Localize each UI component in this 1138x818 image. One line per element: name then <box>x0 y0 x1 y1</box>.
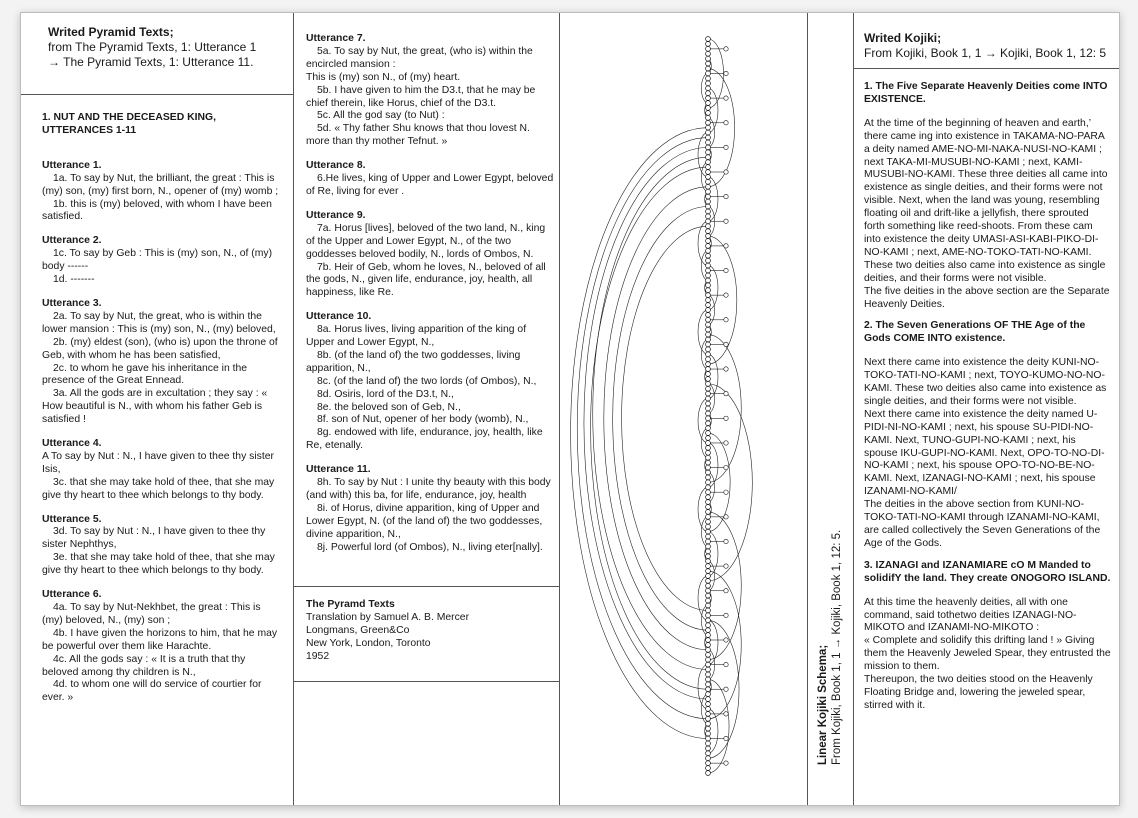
schema-node <box>706 608 711 613</box>
kojiki-header <box>854 13 1119 69</box>
schema-node <box>706 652 711 657</box>
utterance-heading: Utterance 6. <box>42 589 102 601</box>
verse: 4c. All the gods say : « It is a truth that thy beloved among thy children is N., <box>42 653 246 678</box>
schema-node <box>706 574 711 579</box>
schema-node <box>724 712 728 716</box>
schema-node <box>724 613 728 617</box>
schema-node <box>724 318 728 322</box>
schema-node <box>706 229 711 234</box>
pyramid-texts-subtitle-2: → The Pyramid Texts, 1: Utterance 11. <box>48 55 254 69</box>
schema-node <box>706 155 711 160</box>
verse: 4a. To say by Nut-Nekhbet, the great : This is (my) beloved, N., (my) son ; <box>42 602 261 626</box>
schema-node <box>706 495 711 500</box>
schema-node <box>706 766 711 771</box>
schema-node <box>724 441 728 445</box>
schema-node <box>706 519 711 524</box>
reference-place: New York, London, Toronto <box>306 637 431 649</box>
schema-arc <box>577 138 708 719</box>
verse: 8d. Osiris, lord of the D3.t, N., <box>317 388 454 400</box>
schema-node <box>706 81 711 86</box>
paragraph: The five deities in the above section are the Separate Heavenly Deities. <box>864 285 1110 310</box>
section-heading: 2. The Seven Generations OF THE Age of the Gods COME INTO existence. <box>864 320 1086 345</box>
schema-node <box>706 549 711 554</box>
schema-node <box>706 189 711 194</box>
kojiki-subtitle: From Kojiki, Book 1, 1 → Kojiki, Book 1, 12: 5 <box>864 46 1107 60</box>
schema-node <box>706 524 711 529</box>
verse: 3d. To say by Nut : N., I have given to thee thy sister Nephthys, <box>42 526 266 551</box>
schema-node <box>706 170 711 175</box>
schema-node <box>706 243 711 248</box>
schema-node <box>706 578 711 583</box>
schema-node <box>706 603 711 608</box>
kojiki-column <box>854 13 1119 805</box>
schema-node <box>706 199 711 204</box>
verse: 8j. Powerful lord (of Ombos), N., living eter[nally]. <box>317 541 543 553</box>
schema-node <box>706 687 711 692</box>
schema-node <box>706 120 711 125</box>
paragraph: The deities in the above section from KUNI-NO-TOKO-TATI-NO-KAMI through IZANAMI-NO-KAMI, are called collectively the Seven Generations of the Age of the Gods. <box>864 499 1101 549</box>
schema-node <box>724 170 728 174</box>
schema-node <box>706 480 711 485</box>
schema-node <box>706 293 711 298</box>
verse: 8h. To say by Nut : I unite thy beauty with this body (and with) this ba, for life, endurance, joy, health <box>306 477 551 501</box>
schema-node <box>706 214 711 219</box>
schema-node <box>724 391 728 395</box>
schema-node <box>706 470 711 475</box>
schema-node <box>706 106 711 111</box>
schema-arc <box>708 679 729 773</box>
schema-node <box>706 101 711 106</box>
schema-node <box>706 145 711 150</box>
schema-node <box>724 490 728 494</box>
schema-node <box>706 638 711 643</box>
schema-node <box>706 381 711 386</box>
schema-node <box>706 485 711 490</box>
schema-node <box>706 490 711 495</box>
schema-node <box>724 71 728 75</box>
schema-node <box>706 268 711 273</box>
schema-node <box>724 244 728 248</box>
linear-kojiki-arc-diagram <box>560 13 808 805</box>
section-heading: 1. NUT AND THE DECEASED KING, UTTERANCES 1-11 <box>42 112 216 136</box>
schema-node <box>706 224 711 229</box>
verse: 8e. the beloved son of Geb, N., <box>317 401 461 413</box>
schema-node <box>706 613 711 618</box>
schema-node <box>724 539 728 543</box>
schema-node <box>706 248 711 253</box>
schema-node <box>706 288 711 293</box>
schema-node <box>706 357 711 362</box>
schema-node <box>706 175 711 180</box>
utterance-heading: Utterance 7. <box>306 33 366 44</box>
schema-arc <box>708 69 735 187</box>
verse: 6.He lives, king of Upper and Lower Egypt, beloved of Re, living for ever . <box>306 173 554 197</box>
schema-node <box>724 367 728 371</box>
schema-node <box>706 667 711 672</box>
schema-node <box>706 125 711 130</box>
schema-node <box>706 662 711 667</box>
schema-node <box>706 569 711 574</box>
schema-node <box>706 672 711 677</box>
schema-node <box>724 638 728 642</box>
schema-node <box>706 327 711 332</box>
verse: 1d. ------- <box>53 274 95 286</box>
schema-label <box>816 530 844 765</box>
schema-node <box>706 42 711 47</box>
schema-node <box>706 731 711 736</box>
verse: 1c. To say by Geb : This is (my) son, N., of (my) body ------ <box>42 248 273 273</box>
schema-node <box>706 37 711 42</box>
verse: 5c. All the god say (to Nut) : <box>317 110 445 122</box>
pyramid-texts-column-1 <box>21 13 294 805</box>
verse: 4b. I have given the horizons to him, that he may be powerful over them like Harachte. <box>42 627 278 652</box>
schema-node <box>706 505 711 510</box>
schema-node <box>706 61 711 66</box>
verse: 7a. Horus [lives], beloved of the two land, N., king of the Upper and Lower Egypt, N., of the two goddesses beloved bodily, N., lords of Ombos, N. <box>306 222 546 260</box>
schema-node <box>706 377 711 382</box>
reference-translator: Translation by Samuel A. B. Mercer <box>306 611 470 623</box>
schema-node <box>706 337 711 342</box>
verse: 5d. « Thy father Shu knows that thou lovest N. more than thy mother Tefnut. » <box>306 123 530 148</box>
schema-node <box>724 342 728 346</box>
section-heading: 1. The Five Separate Heavenly Deities come INTO EXISTENCE. <box>864 81 1108 105</box>
verse: 8b. (of the land of) the two goddesses, living apparition, N., <box>306 349 521 374</box>
schema-node <box>706 583 711 588</box>
schema-node <box>706 76 711 81</box>
schema-node <box>706 559 711 564</box>
schema-node <box>706 362 711 367</box>
schema-node <box>706 529 711 534</box>
schema-subtitle: From Kojiki, Book 1, 1 → Kojiki, Book 1, 12: 5. <box>831 529 843 765</box>
schema-arc <box>584 147 708 699</box>
arc-diagram-column <box>560 13 808 805</box>
schema-node <box>724 121 728 125</box>
schema-node <box>706 96 711 101</box>
schema-node <box>706 726 711 731</box>
schema-node <box>706 209 711 214</box>
schema-node <box>706 204 711 209</box>
verse: 3e. that she may take hold of thee, that she may give thy heart to thee which belongs to thy body. <box>42 552 275 577</box>
schema-node <box>706 510 711 515</box>
schema-node <box>706 711 711 716</box>
schema-node <box>706 623 711 628</box>
schema-node <box>724 194 728 198</box>
schema-node <box>724 219 728 223</box>
verse: 7b. Heir of Geb, whom he loves, N., beloved of all the gods, N., given life, endurance, joy, health, all happiness, like Re. <box>306 261 546 299</box>
schema-node <box>706 110 711 115</box>
schema-node <box>706 431 711 436</box>
schema-node <box>706 746 711 751</box>
schema-node <box>706 347 711 352</box>
schema-node <box>706 421 711 426</box>
schema-node <box>706 500 711 505</box>
schema-node <box>706 721 711 726</box>
verse: 2a. To say by Nut, the great, who is within the lower mansion : This is (my) son, N., (my) beloved, <box>42 310 276 335</box>
verse: 8c. (of the land of) the two lords (of Ombos), N., <box>317 375 537 387</box>
schema-node <box>706 692 711 697</box>
schema-node <box>706 544 711 549</box>
schema-node <box>706 751 711 756</box>
schema-node <box>706 263 711 268</box>
utterance-heading: Utterance 3. <box>42 297 102 309</box>
schema-node <box>706 303 711 308</box>
schema-node <box>706 697 711 702</box>
paragraph: At this time the heavenly deities, all with one command, said tothetwo deities IZANAGI-NO-MIKOTO and IZANAMI-NO-MIKOTO : <box>864 596 1077 634</box>
schema-node <box>706 756 711 761</box>
schema-node <box>706 761 711 766</box>
schema-node <box>706 372 711 377</box>
schema-node <box>706 258 711 263</box>
schema-node <box>724 145 728 149</box>
schema-node <box>706 56 711 61</box>
verse: 1a. To say by Nut, the brilliant, the great : This is (my) son, (my) first born, N., opener of (my) womb ; <box>42 172 279 197</box>
schema-arc <box>613 206 708 630</box>
schema-node <box>706 396 711 401</box>
schema-node <box>706 401 711 406</box>
schema-node <box>724 564 728 568</box>
schema-node <box>706 647 711 652</box>
schema-node <box>706 455 711 460</box>
verse: 2c. to whom he gave his inheritance in the presence of the Great Ennead. <box>42 362 248 387</box>
schema-node <box>706 702 711 707</box>
schema-node <box>706 71 711 76</box>
schema-node <box>706 391 711 396</box>
utterance-heading: Utterance 9. <box>306 209 366 221</box>
kojiki-title: Writed Kojiki; <box>864 31 942 45</box>
schema-node <box>706 450 711 455</box>
schema-node <box>706 628 711 633</box>
pyramid-texts-body-2 <box>306 33 554 555</box>
kojiki-body <box>864 81 1112 713</box>
utterance-heading: Utterance 11. <box>306 464 371 476</box>
verse: 2b. (my) eldest (son), (who is) upon the throne of Geb, with whom he has been satisfied, <box>42 336 278 361</box>
paragraph: « Complete and solidify this drifting land ! » Giving them the Heavenly Jeweled Spear, they entrusted the mission to them. <box>864 635 1111 673</box>
verse: 8f. son of Nut, opener of her body (womb), N., <box>317 414 529 426</box>
schema-node <box>706 682 711 687</box>
section-heading: 3. IZANAGI and IZANAMIARE cO M Manded to solidifY the land. They create ONOGORO ISLAND. <box>864 559 1111 584</box>
schema-node <box>706 253 711 258</box>
schema-arc <box>708 236 737 364</box>
schema-node <box>724 761 728 765</box>
verse: 8g. endowed with life, endurance, joy, health, like Re, etenally. <box>306 427 543 452</box>
utterance-heading: Utterance 2. <box>42 235 102 247</box>
utterance-heading: Utterance 10. <box>306 311 372 323</box>
schema-node <box>706 234 711 239</box>
schema-node <box>706 465 711 470</box>
schema-node <box>706 342 711 347</box>
schema-node <box>706 219 711 224</box>
schema-node <box>706 66 711 71</box>
reference-publisher: Longmans, Green&Co <box>306 624 410 636</box>
schema-node <box>706 367 711 372</box>
schema-node <box>706 588 711 593</box>
schema-node <box>706 677 711 682</box>
schema-node <box>706 184 711 189</box>
verse: A To say by Nut : N., I have given to thee thy sister Isis, <box>42 450 274 475</box>
schema-node <box>706 406 711 411</box>
schema-node <box>706 273 711 278</box>
paragraph: At the time of the beginning of heaven and earth,’ there came ing into existence in TAKAMA-NO-PARA a deity named AME-NO-MI-NAKA-NUSI-NO-KAMI ; next TAKA-MI-MUSUBI-NO-KAMI ; next, KAMI-MUSUBI-NO-KAMI. These three deities all came into existence as single deities, and their forms were not visible. Next, when the land was young, resembling floating oil and drift-like a jellyfish, there sprouted forth something like reed-shoots. From these cam into existence the deity UMASI-ASI-KABI-PIKO-DI-NO-KAMI ; next, AME-NO-TOKO-TATI-NO-KAMI. These two deities also came into existence as single deities, and their forms were not visible. <box>864 117 1108 284</box>
verse: 8a. Horus lives, living apparition of the king of Upper and Lower Egypt, N., <box>306 324 527 349</box>
schema-node <box>706 179 711 184</box>
schema-node <box>706 332 711 337</box>
schema-node <box>706 317 711 322</box>
schema-node <box>724 662 728 666</box>
schema-node <box>706 475 711 480</box>
schema-node <box>706 165 711 170</box>
schema-node <box>706 322 711 327</box>
schema-node <box>706 411 711 416</box>
schema-node <box>724 268 728 272</box>
verse: 8i. of Horus, divine apparition, king of Upper and Lower Egypt, N. (of the land of) the two goddesses, divine apparition, N., <box>306 502 543 540</box>
schema-node <box>706 707 711 712</box>
schema-node <box>724 416 728 420</box>
schema-node <box>706 593 711 598</box>
schema-node <box>706 140 711 145</box>
schema-node <box>706 86 711 91</box>
schema-node <box>706 352 711 357</box>
schema-node <box>706 278 711 283</box>
reference-year: 1952 <box>306 650 330 662</box>
schema-arc <box>591 167 708 689</box>
schema-node <box>724 515 728 519</box>
schema-node <box>706 130 711 135</box>
schema-node <box>706 386 711 391</box>
verse: 4d. to whom one will do service of courtier for ever. » <box>42 679 262 704</box>
schema-node <box>724 589 728 593</box>
verse: 5a. To say by Nut, the great, (who is) within the encircled mansion : <box>306 45 533 70</box>
schema-label-column <box>808 13 854 805</box>
schema-node <box>706 308 711 313</box>
schema-node <box>706 618 711 623</box>
pyramid-texts-title: Writed Pyramid Texts; <box>48 25 174 39</box>
utterance-heading: Utterance 5. <box>42 513 102 525</box>
schema-node <box>706 160 711 165</box>
schema-node <box>724 736 728 740</box>
paragraph: Thereupon, the two deities stood on the Heavenly Floating Bridge and, lowering the jeweled spear, stirred with it. <box>864 674 1093 711</box>
schema-node <box>706 771 711 776</box>
schema-node <box>724 465 728 469</box>
verse: 1b. this is (my) beloved, with whom I have been satisfied. <box>42 198 272 223</box>
schema-node <box>706 239 711 244</box>
bibliographic-reference <box>294 586 559 682</box>
schema-node <box>706 445 711 450</box>
schema-node <box>706 633 711 638</box>
schema-node <box>706 554 711 559</box>
schema-node <box>706 534 711 539</box>
schema-node <box>706 115 711 120</box>
schema-node <box>724 687 728 691</box>
schema-node <box>706 657 711 662</box>
schema-node <box>706 736 711 741</box>
schema-arc <box>571 128 708 739</box>
paragraph: Next there came into existence the deity KUNI-NO-TOKO-TATI-NO-KAMI ; next, TOYO-KUMO-NO-NO-KAMI. These two deities also came into existence as single deities, and their forms were not visible. <box>864 357 1107 407</box>
utterance-heading: Utterance 4. <box>42 438 102 450</box>
schema-node <box>706 312 711 317</box>
schema-node <box>724 96 728 100</box>
schema-node <box>706 460 711 465</box>
schema-node <box>706 441 711 446</box>
schema-title: Linear Kojiki Schema; <box>817 644 829 765</box>
schema-node <box>706 283 711 288</box>
schema-node <box>706 598 711 603</box>
verse: 5b. I have given to him the D3.t, that he may be chief therein, like Horus, chief of the D3.t. <box>306 84 536 109</box>
utterance-heading: Utterance 1. <box>42 159 102 171</box>
pyramid-texts-header <box>21 13 293 95</box>
schema-node <box>706 716 711 721</box>
schema-node <box>706 194 711 199</box>
schema-node <box>706 150 711 155</box>
schema-node <box>706 46 711 51</box>
schema-node <box>706 564 711 569</box>
verse: This is (my) son N., of (my) heart. <box>306 71 461 83</box>
schema-node <box>706 741 711 746</box>
paragraph: Next there came into existence the deity named U-PIDI-NI-NO-KAMI ; next, his spouse SU-PIDI-NO-KAMI. Next, TUNO-GUPI-NO-KAMI ; next, his spouse IKU-GUPI-NO-KAMI. Next, OPO-TO-NO-DI-NO-KAMI ; next, his spouse OPO-TO-NO-BE-NO-KAMI. Next, IZANAGI-NO-KAMI ; next, his spouse IZANAMI-NO-KAMI/ <box>864 408 1105 498</box>
reference-title: The Pyramd Texts <box>306 599 395 610</box>
utterance-heading: Utterance 8. <box>306 160 366 172</box>
schema-node <box>706 91 711 96</box>
schema-node <box>706 539 711 544</box>
document-sheet <box>20 12 1120 806</box>
verse: 3c. that she may take hold of thee, that she may give thy heart to thee which belongs to thy body. <box>42 476 275 501</box>
schema-node <box>706 514 711 519</box>
schema-node <box>706 436 711 441</box>
schema-node <box>724 47 728 51</box>
schema-node <box>706 416 711 421</box>
schema-node <box>706 298 711 303</box>
pyramid-texts-subtitle-1: from The Pyramid Texts, 1: Utterance 1 <box>48 40 257 54</box>
pyramid-texts-column-2 <box>294 13 560 805</box>
verse: 3a. All the gods are in excultation ; they say : « How beautiful is N., with whom his father Geb is satisfied ! <box>42 388 268 426</box>
schema-node <box>706 426 711 431</box>
schema-node <box>706 135 711 140</box>
pyramid-texts-body-1 <box>42 112 284 705</box>
schema-node <box>724 293 728 297</box>
schema-node <box>706 643 711 648</box>
schema-node <box>706 51 711 56</box>
